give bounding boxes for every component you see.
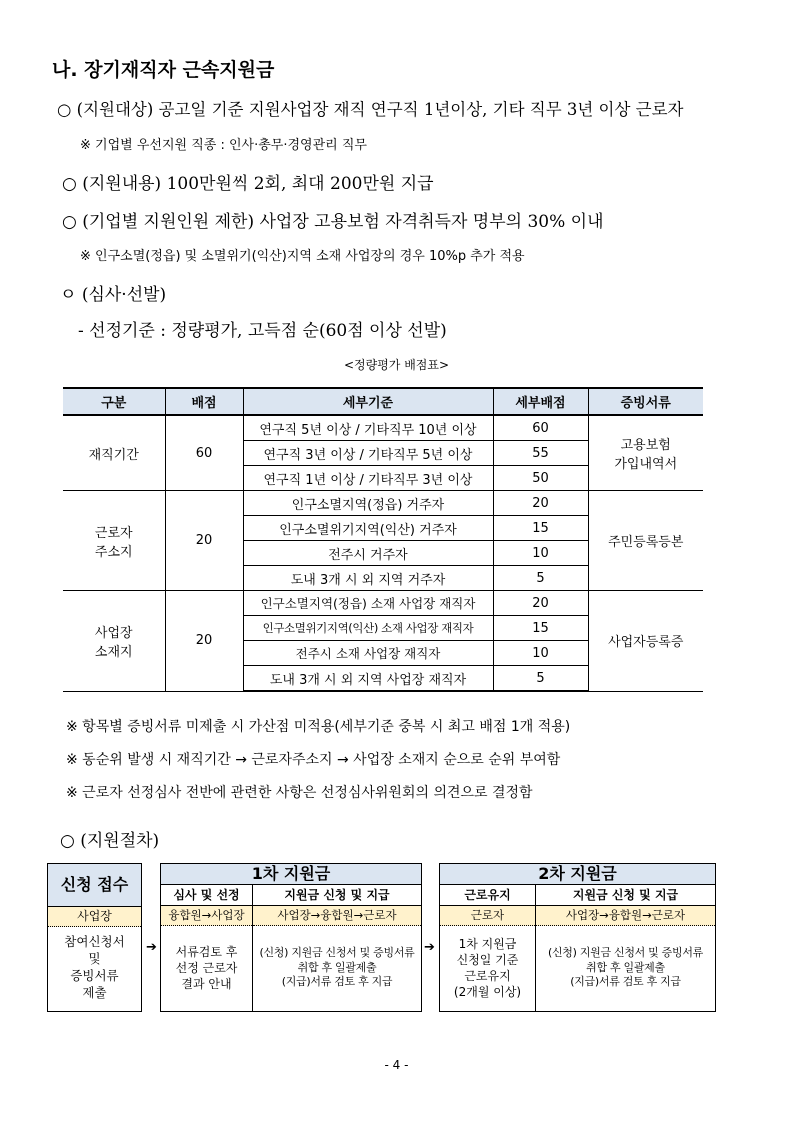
flow-second-box: [439, 863, 716, 1012]
table-caption: <정량평가 배점표>: [343, 358, 450, 372]
procedure-title: ○ (지원절차): [60, 831, 160, 851]
table-header-row: [63, 388, 703, 415]
criteria-cell: 도내 3개 시 외 지역 사업장 재직자: [243, 666, 493, 692]
criteria-cell: 연구직 5년 이상 / 기타직무 10년 이상: [243, 415, 493, 441]
flow-first-step-2: [253, 885, 421, 1011]
flow-second-step-2-who: 사업장→융합원→근로자: [536, 906, 715, 926]
category-cell: 근로자 주소지: [63, 491, 165, 591]
flow-apply-who: 사업장: [48, 907, 141, 927]
flow-arrow-2: ➔: [424, 940, 435, 955]
flow-first-step-1-who: 융합원→사업장: [161, 906, 252, 926]
flow-first-step-1-desc: 서류검토 후 선정 근로자 결과 안내: [175, 944, 238, 992]
points-cell: 20: [493, 491, 588, 516]
flow-second-step-1: [440, 885, 536, 1011]
note-2: ※ 동순위 발생 시 재직기간 → 근로자주소지 → 사업장 소재지 순으로 순위 부여함: [66, 752, 561, 768]
flow-first-step-2-title: 지원금 신청 및 지급: [253, 885, 421, 906]
criteria-cell: 연구직 1년 이상 / 기타직무 3년 이상: [243, 466, 493, 491]
points-cell: 10: [493, 641, 588, 666]
criteria-cell: 전주시 소재 사업장 재직자: [243, 641, 493, 666]
flow-first-step-2-who: 사업장→융합원→근로자: [253, 906, 421, 926]
criteria-cell: 도내 3개 시 외 지역 거주자: [243, 566, 493, 591]
section-title: 나. 장기재직자 근속지원금: [52, 59, 275, 81]
bullet-limit-note: ※ 인구소멸(정읍) 및 소멸위기(익산)지역 소재 사업장의 경우 10%p 추가 적용: [80, 249, 525, 264]
page-number: - 4 -: [384, 1058, 409, 1072]
criteria-cell: 인구소멸위기지역(익산) 소재 사업장 재직자: [243, 616, 493, 641]
points-cell: 10: [493, 541, 588, 566]
flow-first-title: 1차 지원금: [161, 864, 421, 885]
header-document: 증빙서류: [588, 388, 703, 415]
header-criteria: 세부기준: [243, 388, 493, 415]
bullet-limit: ○ (기업별 지원인원 제한) 사업장 고용보험 자격취득자 명부의 30% 이내: [62, 212, 604, 232]
category-cell: 사업장 소재지: [63, 591, 165, 692]
header-points: 세부배점: [493, 388, 588, 415]
points-cell: 50: [493, 466, 588, 491]
table-row: [63, 415, 703, 441]
flow-second-step-2-desc: (신청) 지원금 신청서 및 증빙서류 취합 후 일괄제출 (지급)서류 검토 후 지급: [547, 945, 703, 989]
flow-second-step-1-title: 근로유지: [440, 885, 535, 906]
document-cell: 주민등록등본: [588, 491, 703, 591]
points-cell: 60: [493, 415, 588, 441]
flow-first-step-2-desc: (신청) 지원금 신청서 및 증빙서류 취합 후 일괄제출 (지급)서류 검토 후 지급: [259, 945, 415, 989]
header-score: 배점: [165, 388, 243, 415]
flow-second-title: 2차 지원금: [440, 864, 715, 885]
score-table: [63, 387, 703, 692]
criteria-cell: 인구소멸지역(정읍) 거주자: [243, 491, 493, 516]
criteria-cell: 연구직 3년 이상 / 기타직무 5년 이상: [243, 441, 493, 466]
points-cell: 55: [493, 441, 588, 466]
bullet-review: ㅇ (심사·선발): [60, 285, 167, 305]
criteria-cell: 인구소멸지역(정읍) 소재 사업장 재직자: [243, 591, 493, 616]
points-cell: 15: [493, 616, 588, 641]
flow-second-step-1-desc: 1차 지원금 신청일 기준 근로유지 (2개월 이상): [453, 936, 522, 1000]
points-cell: 15: [493, 516, 588, 541]
flow-apply-desc: 참여신청서 및 증빙서류 제출: [64, 934, 125, 1000]
flow-second-step-2: [536, 885, 715, 1011]
criteria-cell: 전주시 거주자: [243, 541, 493, 566]
points-cell: 5: [493, 566, 588, 591]
note-3: ※ 근로자 선정심사 전반에 관련한 사항은 선정심사위원회의 의견으로 결정함: [66, 785, 533, 801]
flow-apply-box: [47, 863, 142, 1012]
flow-first-step-1-title: 심사 및 선정: [161, 885, 252, 906]
bullet-content: ○ (지원내용) 100만원씩 2회, 최대 200만원 지급: [62, 174, 434, 194]
header-category: 구분: [63, 388, 165, 415]
flow-apply-title: 신청 접수: [48, 864, 141, 907]
criteria-cell: 인구소멸위기지역(익산) 거주자: [243, 516, 493, 541]
document-cell: 고용보험 가입내역서: [588, 415, 703, 491]
flow-first-step-1: [161, 885, 253, 1011]
bullet-target-note: ※ 기업별 우선지원 직종 : 인사·총무·경영관리 직무: [80, 138, 367, 153]
document-cell: 사업자등록증: [588, 591, 703, 692]
points-cell: 20: [493, 591, 588, 616]
flow-arrow-1: ➔: [146, 940, 157, 955]
note-1: ※ 항목별 증빙서류 미제출 시 가산점 미적용(세부기준 중복 시 최고 배점 1개 적용): [66, 719, 571, 735]
table-row: [63, 491, 703, 516]
bullet-criteria: - 선정기준 : 정량평가, 고득점 순(60점 이상 선발): [78, 321, 447, 341]
category-cell: 재직기간: [63, 415, 165, 491]
score-cell: 20: [165, 591, 243, 692]
flow-second-step-1-who: 근로자: [440, 906, 535, 926]
table-row: [63, 591, 703, 616]
flow-first-box: [160, 863, 422, 1012]
flow-second-step-2-title: 지원금 신청 및 지급: [536, 885, 715, 906]
score-cell: 20: [165, 491, 243, 591]
bullet-target: ○ (지원대상) 공고일 기준 지원사업장 재직 연구직 1년이상, 기타 직무 3년 이상 근로자: [57, 100, 684, 119]
points-cell: 5: [493, 666, 588, 692]
score-cell: 60: [165, 415, 243, 491]
